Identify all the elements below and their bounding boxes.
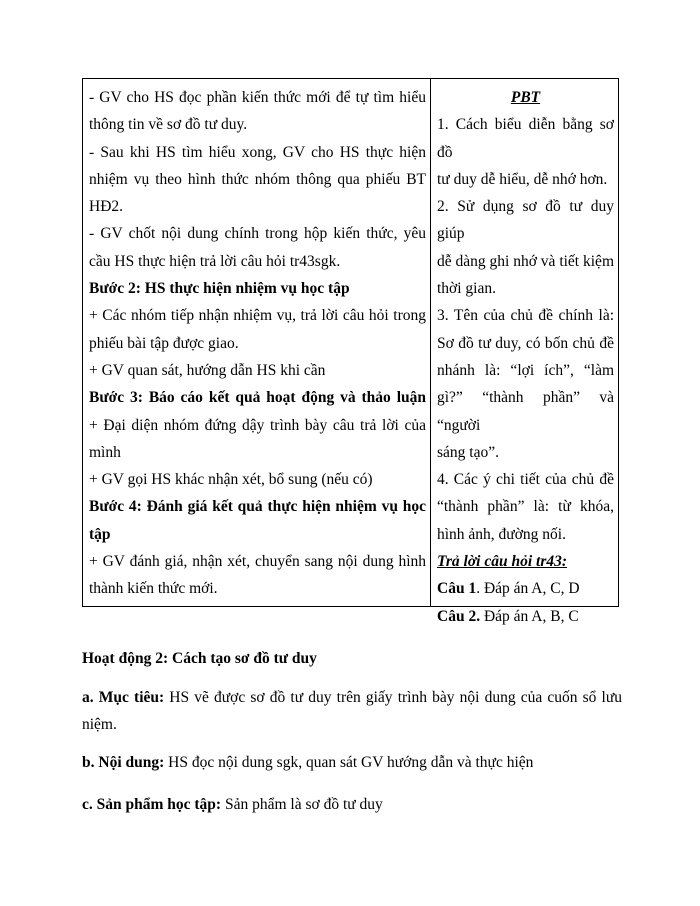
right-line: thời gian. [437,280,496,298]
right-line: 2. Sử dụng sơ đồ tư duy giúp [437,198,614,243]
product-column [431,79,618,625]
step2-heading: Bước 2: HS thực hiện nhiệm vụ học tập [89,280,350,298]
product-text: Sản phẩm là sơ đồ tư duy [221,796,383,813]
teacher-activity-column [83,79,431,606]
left-line: HĐ2. [89,198,124,216]
left-line: nhiệm vụ theo hình thức nhóm thông qua phiếu BT [89,170,426,188]
step4-heading-cont: tập [89,525,111,543]
left-line: - GV chốt nội dung chính trong hộp kiến thức, yêu [89,225,426,243]
left-line: cầu HS thực hiện trả lời câu hỏi tr43sgk. [89,252,341,270]
answers-heading: Trả lời câu hỏi tr43: [437,553,568,571]
right-line: nhánh là: “lợi ích”, “làm [437,361,614,379]
left-line: + GV gọi HS khác nhận xét, bổ sung (nếu có) [89,471,373,489]
step4-heading: Bước 4: Đánh giá kết quả thực hiện nhiệm vụ học [89,498,426,516]
pbt-heading: PBT [510,89,541,106]
right-line: “thành phần” là: từ khóa, [437,498,614,516]
objective-text: HS vẽ được sơ đồ tư duy trên giấy trình bày nội dung của cuốn sổ lưu [164,689,622,706]
right-line: tư duy dễ hiểu, dễ nhớ hơn. [437,170,608,188]
lesson-table [82,78,619,625]
left-line: + Đại diện nhóm đứng dậy trình bày câu trả lời của [89,416,426,434]
objective-label: a. Mục tiêu: [82,689,165,706]
right-line: 3. Tên của chủ đề chính là: [437,307,614,325]
product-label: c. Sản phẩm học tập: [82,796,222,813]
left-line: + GV quan sát, hướng dẫn HS khi cần [89,361,326,379]
right-line: 4. Các ý chi tiết của chủ đề [437,471,614,489]
right-line: gì?” “thành phần” và “người [437,389,614,434]
activity-title: Hoạt động 2: Cách tạo sơ đồ tư duy [82,650,317,667]
content-line [82,749,622,776]
answer-1-text: . Đáp án A, C, D [476,580,580,598]
left-line: - GV cho HS đọc phần kiến thức mới để tự tìm hiểu [89,89,426,106]
left-line: - Sau khi HS tìm hiểu xong, GV cho HS thực hiện [89,143,426,161]
right-line: sáng tạo”. [437,443,499,461]
answer-2-label: Câu 2. [437,607,481,625]
content-text: HS đọc nội dung sgk, quan sát GV hướng dẫn và thực hiện [164,754,534,771]
step3-heading: Bước 3: Báo cáo kết quả hoạt động và thảo luận [89,389,426,407]
objective-paragraph [82,684,622,738]
right-line: dễ dàng ghi nhớ và tiết kiệm [437,252,614,270]
content-label: b. Nội dung: [82,754,165,771]
left-line: thành kiến thức mới. [89,580,218,598]
answer-1 [437,575,614,602]
left-line: + GV đánh giá, nhận xét, chuyển sang nội dung hình [89,553,426,571]
right-line: hình ảnh, đường nối. [437,525,566,543]
left-line: phiếu bài tập được giao. [89,334,239,352]
left-line: thông tin về sơ đồ tư duy. [89,116,248,134]
answer-2-text: Đáp án A, B, C [480,607,579,625]
left-line: mình [89,443,121,461]
left-line: + Các nhóm tiếp nhận nhiệm vụ, trả lời câu hỏi trong [89,307,426,325]
product-line [82,791,622,818]
right-line: Sơ đồ tư duy, có bốn chủ đề [437,334,614,352]
objective-line [82,684,622,711]
objective-text-cont: niệm. [82,716,117,733]
right-line: 1. Cách biểu diễn bằng sơ đồ [437,116,614,161]
answer-2 [437,603,614,630]
answer-1-label: Câu 1 [437,580,477,598]
